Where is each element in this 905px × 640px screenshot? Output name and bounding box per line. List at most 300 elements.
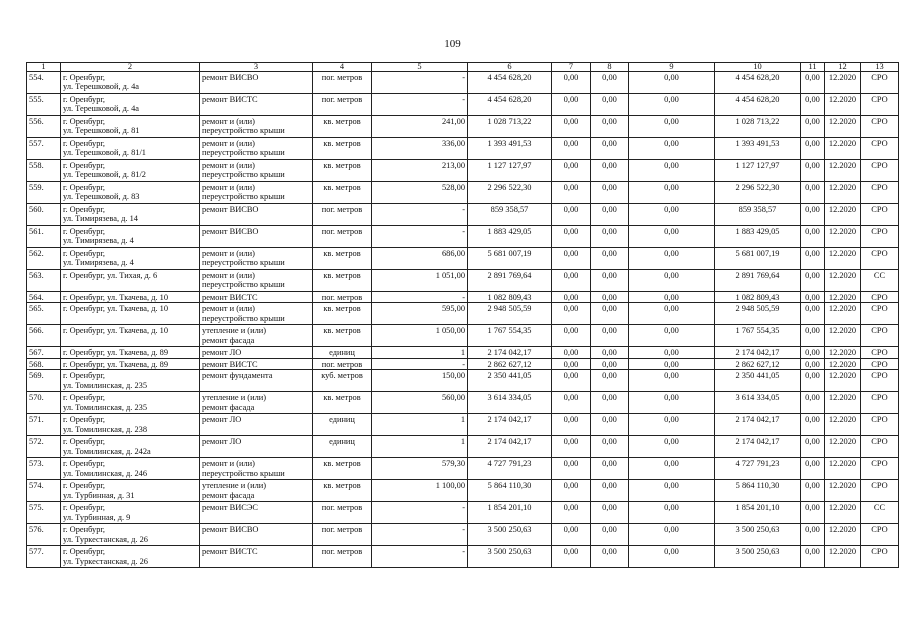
- cost-cell: 4 454 628,20: [468, 94, 552, 116]
- address-cell: [61, 226, 200, 248]
- address-cell-line: г. Оренбург,: [63, 503, 106, 513]
- unit-cell: кв. метров: [313, 392, 372, 414]
- total-cell: 2 296 522,30: [715, 182, 801, 204]
- work-type-cell-line: переустройство крыши: [202, 280, 285, 290]
- address-cell-line: г. Оренбург, ул. Ткачева, д. 10: [63, 304, 169, 314]
- cost-cell: 4 727 791,23: [468, 458, 552, 480]
- quantity-cell: 1 100,00: [372, 480, 468, 502]
- row-number: 573.: [27, 458, 61, 480]
- source-cell: СРО: [861, 116, 899, 138]
- total-cell: 2 174 042,17: [715, 414, 801, 436]
- value-cell: 0,00: [801, 358, 825, 369]
- work-type-cell: [200, 392, 313, 414]
- quantity-cell: -: [372, 524, 468, 546]
- quantity-cell: 1 050,00: [372, 325, 468, 347]
- total-cell: 4 727 791,23: [715, 458, 801, 480]
- work-type-cell: [200, 436, 313, 458]
- value-cell: 0,00: [552, 204, 591, 226]
- cost-cell: 1 854 201,10: [468, 502, 552, 524]
- date-cell: 12.2020: [825, 204, 861, 226]
- page-number: 109: [444, 38, 461, 50]
- address-cell-line: г. Оренбург, ул. Тихая, д. 6: [63, 271, 158, 280]
- value-cell: 0,00: [591, 414, 629, 436]
- unit-cell: единиц: [313, 347, 372, 358]
- column-number: 8: [591, 63, 629, 72]
- address-cell-line: ул. Терешковой, д. 4а: [63, 104, 139, 114]
- value-cell: 0,00: [591, 436, 629, 458]
- unit-cell: пог. метров: [313, 524, 372, 546]
- value-cell: 0,00: [629, 480, 715, 502]
- quantity-cell: -: [372, 94, 468, 116]
- value-cell: 0,00: [801, 116, 825, 138]
- address-cell: [61, 524, 200, 546]
- address-cell: [61, 370, 200, 392]
- work-type-cell-line: переустройство крыши: [202, 192, 285, 202]
- work-type-cell: [200, 358, 313, 369]
- value-cell: 0,00: [801, 436, 825, 458]
- value-cell: 0,00: [629, 226, 715, 248]
- value-cell: 0,00: [801, 270, 825, 292]
- value-cell: 0,00: [591, 303, 629, 325]
- work-type-cell-line: утепление и (или): [202, 326, 267, 336]
- value-cell: 0,00: [629, 414, 715, 436]
- value-cell: 0,00: [801, 370, 825, 392]
- source-cell: СРО: [861, 325, 899, 347]
- value-cell: 0,00: [552, 325, 591, 347]
- table-row: [27, 182, 899, 204]
- unit-cell: пог. метров: [313, 204, 372, 226]
- date-cell: 12.2020: [825, 347, 861, 358]
- work-type-cell: [200, 270, 313, 292]
- total-cell: 4 454 628,20: [715, 94, 801, 116]
- table-row: [27, 138, 899, 160]
- cost-cell: 2 862 627,12: [468, 358, 552, 369]
- value-cell: 0,00: [801, 524, 825, 546]
- value-cell: 0,00: [591, 370, 629, 392]
- quantity-cell: 336,00: [372, 138, 468, 160]
- cost-cell: 1 883 429,05: [468, 226, 552, 248]
- cost-cell: 2 174 042,17: [468, 414, 552, 436]
- work-type-cell-line: ремонт ВИСВО: [202, 525, 259, 535]
- value-cell: 0,00: [552, 270, 591, 292]
- source-cell: СРО: [861, 248, 899, 270]
- unit-cell: кв. метров: [313, 303, 372, 325]
- quantity-cell: 560,00: [372, 392, 468, 414]
- row-number: 559.: [27, 182, 61, 204]
- work-type-cell-line: ремонт ВИСТС: [202, 95, 258, 104]
- address-cell: [61, 392, 200, 414]
- date-cell: 12.2020: [825, 458, 861, 480]
- table-row: [27, 248, 899, 270]
- address-cell-line: ул. Тимирязева, д. 4: [63, 236, 134, 246]
- unit-cell: единиц: [313, 414, 372, 436]
- address-cell: [61, 160, 200, 182]
- source-cell: СРО: [861, 94, 899, 116]
- work-type-cell: [200, 204, 313, 226]
- date-cell: 12.2020: [825, 292, 861, 303]
- work-type-cell-line: ремонт фасада: [202, 402, 255, 412]
- source-cell: СРО: [861, 182, 899, 204]
- column-number: 7: [552, 63, 591, 72]
- value-cell: 0,00: [629, 502, 715, 524]
- quantity-cell: 1: [372, 414, 468, 436]
- table-row: [27, 94, 899, 116]
- address-cell-line: г. Оренбург,: [63, 459, 106, 469]
- value-cell: 0,00: [591, 480, 629, 502]
- source-cell: СРО: [861, 458, 899, 480]
- value-cell: 0,00: [801, 94, 825, 116]
- work-type-cell-line: ремонт и (или): [202, 117, 255, 126]
- value-cell: 0,00: [629, 160, 715, 182]
- value-cell: 0,00: [629, 94, 715, 116]
- total-cell: 1 854 201,10: [715, 502, 801, 524]
- work-type-cell-line: переустройство крыши: [202, 170, 285, 180]
- cost-cell: 859 358,57: [468, 204, 552, 226]
- date-cell: 12.2020: [825, 72, 861, 94]
- column-number: 6: [468, 63, 552, 72]
- work-type-cell: [200, 502, 313, 524]
- work-type-cell: [200, 370, 313, 392]
- total-cell: 4 454 628,20: [715, 72, 801, 94]
- date-cell: 12.2020: [825, 325, 861, 347]
- quantity-cell: -: [372, 546, 468, 568]
- unit-cell: кв. метров: [313, 248, 372, 270]
- cost-cell: 3 500 250,63: [468, 546, 552, 568]
- source-cell: СРО: [861, 160, 899, 182]
- address-cell-line: г. Оренбург, ул. Ткачева, д. 89: [63, 348, 169, 358]
- work-type-cell-line: переустройство крыши: [202, 126, 285, 136]
- work-type-cell-line: ремонт фасада: [202, 490, 255, 500]
- cost-cell: 1 028 713,22: [468, 116, 552, 138]
- cost-cell: 2 350 441,05: [468, 370, 552, 392]
- work-type-cell: [200, 546, 313, 568]
- quantity-cell: -: [372, 502, 468, 524]
- address-cell-line: ул. Томилинская, д. 246: [63, 468, 148, 478]
- address-cell-line: ул. Турбинная, д. 31: [63, 490, 135, 500]
- value-cell: 0,00: [629, 392, 715, 414]
- table-row: [27, 480, 899, 502]
- value-cell: 0,00: [629, 182, 715, 204]
- work-type-cell-line: ремонт ВИСВО: [202, 205, 259, 214]
- address-cell-line: ул. Томилинская, д. 235: [63, 402, 148, 412]
- row-number: 554.: [27, 72, 61, 94]
- total-cell: 2 891 769,64: [715, 270, 801, 292]
- total-cell: 2 350 441,05: [715, 370, 801, 392]
- cost-cell: 2 296 522,30: [468, 182, 552, 204]
- work-type-cell: [200, 94, 313, 116]
- row-number: 574.: [27, 480, 61, 502]
- date-cell: 12.2020: [825, 94, 861, 116]
- value-cell: 0,00: [591, 292, 629, 303]
- source-cell: СРО: [861, 292, 899, 303]
- value-cell: 0,00: [629, 524, 715, 546]
- work-type-cell: [200, 325, 313, 347]
- work-type-cell-line: ремонт и (или): [202, 459, 255, 469]
- quantity-cell: 241,00: [372, 116, 468, 138]
- value-cell: 0,00: [552, 458, 591, 480]
- total-cell: 2 174 042,17: [715, 347, 801, 358]
- work-type-cell-line: ремонт ЛО: [202, 348, 242, 358]
- source-cell: СС: [861, 502, 899, 524]
- value-cell: 0,00: [591, 347, 629, 358]
- value-cell: 0,00: [629, 358, 715, 369]
- unit-cell: кв. метров: [313, 325, 372, 347]
- value-cell: 0,00: [801, 392, 825, 414]
- work-type-cell-line: ремонт ВИСТС: [202, 293, 258, 302]
- work-type-cell: [200, 414, 313, 436]
- value-cell: 0,00: [801, 72, 825, 94]
- value-cell: 0,00: [629, 292, 715, 303]
- unit-cell: кв. метров: [313, 116, 372, 138]
- address-cell-line: ул. Терешковой, д. 4а: [63, 82, 139, 92]
- value-cell: 0,00: [552, 94, 591, 116]
- address-cell: [61, 303, 200, 325]
- value-cell: 0,00: [591, 204, 629, 226]
- work-type-cell-line: переустройство крыши: [202, 468, 285, 478]
- unit-cell: пог. метров: [313, 94, 372, 116]
- total-cell: 1 028 713,22: [715, 116, 801, 138]
- address-cell: [61, 248, 200, 270]
- table-row: [27, 436, 899, 458]
- work-type-cell: [200, 226, 313, 248]
- quantity-cell: 1: [372, 347, 468, 358]
- work-type-cell-line: ремонт ВИСВО: [202, 73, 259, 82]
- value-cell: 0,00: [801, 303, 825, 325]
- unit-cell: кв. метров: [313, 480, 372, 502]
- table-row: [27, 292, 899, 303]
- source-cell: СРО: [861, 358, 899, 369]
- row-number: 570.: [27, 392, 61, 414]
- address-cell: [61, 546, 200, 568]
- address-cell: [61, 204, 200, 226]
- address-cell-line: г. Оренбург,: [63, 415, 106, 425]
- column-number-row: [27, 63, 899, 72]
- address-cell-line: г. Оренбург,: [63, 393, 106, 403]
- total-cell: 3 614 334,05: [715, 392, 801, 414]
- value-cell: 0,00: [629, 138, 715, 160]
- cost-cell: 4 454 628,20: [468, 72, 552, 94]
- unit-cell: пог. метров: [313, 292, 372, 303]
- work-type-cell-line: ремонт и (или): [202, 249, 255, 258]
- date-cell: 12.2020: [825, 480, 861, 502]
- value-cell: 0,00: [552, 248, 591, 270]
- quantity-cell: -: [372, 72, 468, 94]
- value-cell: 0,00: [801, 458, 825, 480]
- total-cell: 3 500 250,63: [715, 546, 801, 568]
- value-cell: 0,00: [629, 248, 715, 270]
- work-type-cell-line: утепление и (или): [202, 393, 267, 403]
- address-cell: [61, 436, 200, 458]
- unit-cell: единиц: [313, 436, 372, 458]
- value-cell: 0,00: [591, 358, 629, 369]
- table-row: [27, 546, 899, 568]
- total-cell: 2 174 042,17: [715, 436, 801, 458]
- column-number: 5: [372, 63, 468, 72]
- value-cell: 0,00: [591, 94, 629, 116]
- value-cell: 0,00: [801, 248, 825, 270]
- total-cell: 5 864 110,30: [715, 480, 801, 502]
- unit-cell: кв. метров: [313, 270, 372, 292]
- value-cell: 0,00: [629, 116, 715, 138]
- work-type-cell-line: ремонт и (или): [202, 271, 255, 280]
- column-number: 9: [629, 63, 715, 72]
- quantity-cell: 1: [372, 436, 468, 458]
- work-type-cell: [200, 347, 313, 358]
- row-number: 562.: [27, 248, 61, 270]
- row-number: 558.: [27, 160, 61, 182]
- work-type-cell-line: переустройство крыши: [202, 148, 285, 158]
- unit-cell: кв. метров: [313, 182, 372, 204]
- table-row: [27, 502, 899, 524]
- value-cell: 0,00: [591, 72, 629, 94]
- table-row: [27, 160, 899, 182]
- table-row: [27, 204, 899, 226]
- row-number: 565.: [27, 303, 61, 325]
- quantity-cell: -: [372, 226, 468, 248]
- row-number: 575.: [27, 502, 61, 524]
- address-cell: [61, 480, 200, 502]
- unit-cell: пог. метров: [313, 72, 372, 94]
- work-type-cell-line: ремонт и (или): [202, 304, 255, 314]
- value-cell: 0,00: [591, 116, 629, 138]
- address-cell-line: ул. Томилинская, д. 238: [63, 424, 148, 434]
- total-cell: 859 358,57: [715, 204, 801, 226]
- address-cell-line: ул. Терешковой, д. 81: [63, 126, 140, 136]
- unit-cell: куб. метров: [313, 370, 372, 392]
- row-number: 577.: [27, 546, 61, 568]
- table-row: [27, 458, 899, 480]
- total-cell: 5 681 007,19: [715, 248, 801, 270]
- row-number: 556.: [27, 116, 61, 138]
- address-cell: [61, 325, 200, 347]
- source-cell: СРО: [861, 392, 899, 414]
- value-cell: 0,00: [629, 325, 715, 347]
- table-row: [27, 226, 899, 248]
- date-cell: 12.2020: [825, 116, 861, 138]
- value-cell: 0,00: [591, 502, 629, 524]
- address-cell-line: г. Оренбург,: [63, 139, 106, 148]
- source-cell: СРО: [861, 72, 899, 94]
- column-number: 12: [825, 63, 861, 72]
- quantity-cell: -: [372, 204, 468, 226]
- work-type-cell: [200, 72, 313, 94]
- work-type-cell-line: ремонт фундамента: [202, 371, 273, 381]
- date-cell: 12.2020: [825, 303, 861, 325]
- address-cell-line: г. Оренбург, ул. Ткачева, д. 10: [63, 326, 169, 336]
- address-cell-line: г. Оренбург,: [63, 249, 106, 258]
- work-type-cell: [200, 160, 313, 182]
- value-cell: 0,00: [552, 370, 591, 392]
- value-cell: 0,00: [629, 458, 715, 480]
- cost-cell: 3 500 250,63: [468, 524, 552, 546]
- source-cell: СРО: [861, 226, 899, 248]
- value-cell: 0,00: [629, 370, 715, 392]
- value-cell: 0,00: [552, 292, 591, 303]
- work-type-cell-line: ремонт ВИСЭС: [202, 503, 258, 513]
- work-type-cell: [200, 480, 313, 502]
- address-cell-line: г. Оренбург,: [63, 117, 106, 126]
- value-cell: 0,00: [591, 160, 629, 182]
- cost-cell: 1 082 809,43: [468, 292, 552, 303]
- value-cell: 0,00: [801, 160, 825, 182]
- value-cell: 0,00: [801, 325, 825, 347]
- work-type-cell-line: ремонт ВИСТС: [202, 359, 258, 369]
- address-cell-line: ул. Терешковой, д. 83: [63, 192, 140, 202]
- total-cell: 2 948 505,59: [715, 303, 801, 325]
- value-cell: 0,00: [629, 347, 715, 358]
- value-cell: 0,00: [801, 480, 825, 502]
- address-cell-line: ул. Терешковой, д. 81/2: [63, 170, 146, 180]
- date-cell: 12.2020: [825, 160, 861, 182]
- date-cell: 12.2020: [825, 436, 861, 458]
- total-cell: 2 862 627,12: [715, 358, 801, 369]
- work-type-cell-line: переустройство крыши: [202, 313, 285, 323]
- row-number: 555.: [27, 94, 61, 116]
- date-cell: 12.2020: [825, 182, 861, 204]
- address-cell: [61, 292, 200, 303]
- total-cell: 1 767 554,35: [715, 325, 801, 347]
- work-type-cell-line: ремонт и (или): [202, 139, 255, 148]
- work-type-cell-line: переустройство крыши: [202, 258, 285, 268]
- unit-cell: пог. метров: [313, 358, 372, 369]
- value-cell: 0,00: [552, 347, 591, 358]
- quantity-cell: 213,00: [372, 160, 468, 182]
- table-row: [27, 347, 899, 358]
- table-row: [27, 370, 899, 392]
- row-number: 571.: [27, 414, 61, 436]
- address-cell: [61, 414, 200, 436]
- date-cell: 12.2020: [825, 502, 861, 524]
- source-cell: СРО: [861, 480, 899, 502]
- work-type-cell-line: ремонт и (или): [202, 161, 255, 170]
- value-cell: 0,00: [591, 270, 629, 292]
- value-cell: 0,00: [801, 414, 825, 436]
- quantity-cell: 150,00: [372, 370, 468, 392]
- value-cell: 0,00: [552, 524, 591, 546]
- unit-cell: пог. метров: [313, 226, 372, 248]
- total-cell: 3 500 250,63: [715, 524, 801, 546]
- source-cell: СРО: [861, 436, 899, 458]
- address-cell: [61, 138, 200, 160]
- value-cell: 0,00: [591, 546, 629, 568]
- date-cell: 12.2020: [825, 546, 861, 568]
- value-cell: 0,00: [552, 414, 591, 436]
- work-type-cell-line: ремонт фасада: [202, 335, 255, 345]
- value-cell: 0,00: [591, 325, 629, 347]
- date-cell: 12.2020: [825, 248, 861, 270]
- work-type-cell: [200, 292, 313, 303]
- address-cell-line: г. Оренбург,: [63, 183, 106, 192]
- date-cell: 12.2020: [825, 524, 861, 546]
- address-cell-line: г. Оренбург,: [63, 525, 106, 535]
- value-cell: 0,00: [801, 226, 825, 248]
- address-cell: [61, 347, 200, 358]
- column-number: 3: [200, 63, 313, 72]
- unit-cell: пог. метров: [313, 502, 372, 524]
- address-cell-line: г. Оренбург, ул. Ткачева, д. 89: [63, 359, 169, 369]
- value-cell: 0,00: [629, 546, 715, 568]
- work-type-cell-line: ремонт ВИСВО: [202, 227, 259, 236]
- work-type-cell: [200, 182, 313, 204]
- value-cell: 0,00: [591, 458, 629, 480]
- date-cell: 12.2020: [825, 392, 861, 414]
- row-number: 561.: [27, 226, 61, 248]
- address-cell-line: ул. Томилинская, д. 242а: [63, 446, 151, 456]
- address-cell-line: г. Оренбург,: [63, 73, 106, 82]
- source-cell: СРО: [861, 546, 899, 568]
- work-type-cell-line: ремонт ВИСТС: [202, 547, 258, 557]
- table-row: [27, 358, 899, 369]
